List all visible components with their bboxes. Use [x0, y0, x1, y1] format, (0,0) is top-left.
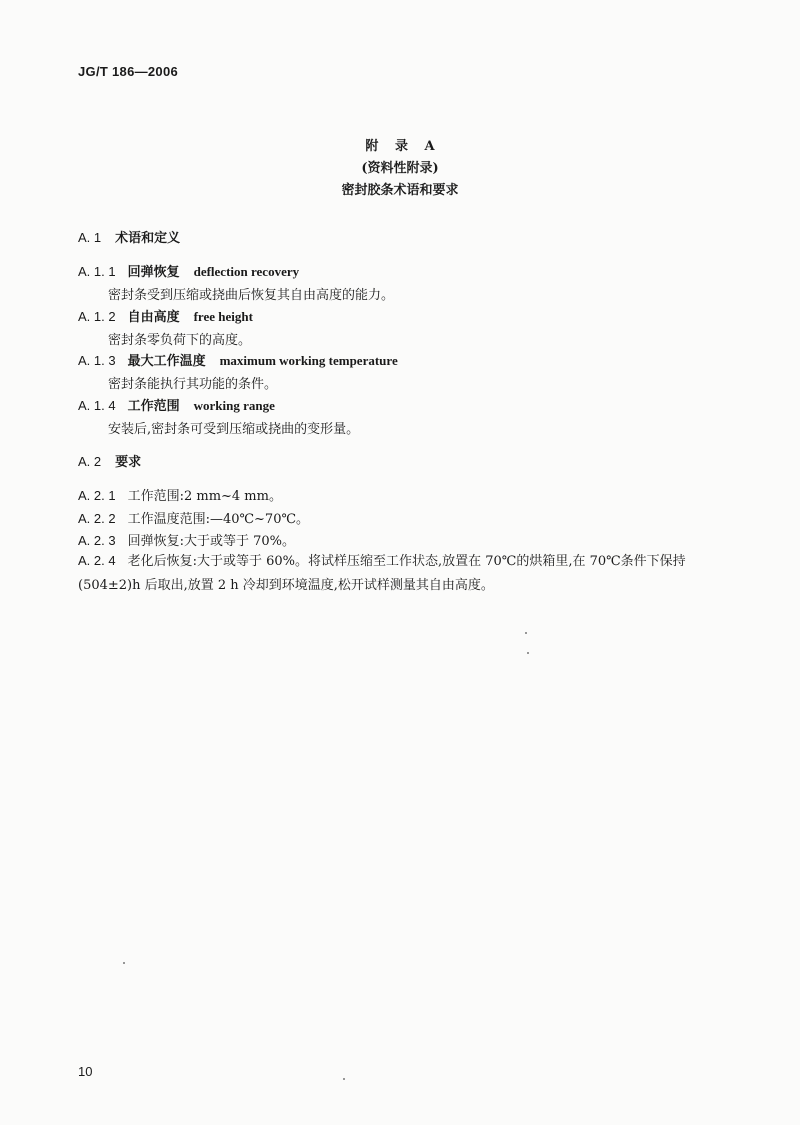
definition-a1-4: 安装后,密封条可受到压缩或挠曲的变形量。 [108, 422, 360, 437]
definition-a1-3: 密封条能执行其功能的条件。 [108, 377, 278, 392]
appendix-subtitle: 密封胶条术语和要求 [341, 183, 459, 198]
appendix-type: (资料性附录) [361, 161, 439, 176]
clause-number: A. 2. 3 [78, 533, 116, 548]
clause-number: A. 1. 4 [78, 398, 116, 413]
term-cn: 最大工作温度 [127, 354, 206, 369]
section-title: 术语和定义 [115, 231, 181, 246]
scan-speck [527, 652, 529, 654]
scan-speck [123, 962, 125, 964]
definition-a1-2: 密封条零负荷下的高度。 [108, 333, 252, 348]
section-a1-heading [78, 227, 180, 246]
clause-number: A. 1. 2 [78, 309, 116, 324]
section-a2-heading [78, 451, 141, 470]
scan-speck [343, 1078, 345, 1080]
requirement-a2-1 [78, 485, 282, 504]
requirement-text: 工作温度范围:—40℃~70℃。 [127, 512, 310, 527]
term-en: maximum working temperature [219, 353, 398, 368]
requirement-text: 工作范围:2 mm~4 mm。 [127, 489, 282, 504]
clause-number: A. 2. 2 [78, 511, 116, 526]
appendix-heading [0, 136, 800, 202]
requirement-text: 回弹恢复:大于或等于 70%。 [127, 534, 295, 549]
clause-number: A. 2. 4 [78, 553, 116, 568]
term-a1-3 [78, 350, 398, 369]
term-cn: 回弹恢复 [127, 265, 180, 280]
requirement-a2-2 [78, 508, 309, 527]
section-number: A. 2 [78, 454, 102, 469]
clause-number: A. 2. 1 [78, 488, 116, 503]
requirement-a2-4 [78, 549, 742, 598]
term-a1-1 [78, 261, 299, 280]
term-en: deflection recovery [193, 264, 300, 279]
appendix-title: 附 录 A [365, 139, 441, 154]
term-en: working range [193, 398, 275, 413]
requirement-a2-3 [78, 530, 295, 549]
term-a1-4 [78, 395, 275, 414]
standard-code: JG/T 186—2006 [78, 64, 179, 79]
requirement-text: 老化后恢复:大于或等于 60%。将试样压缩至工作状态,放置在 70℃的烘箱里,在 70℃条件下保持(504±2)h 后取出,放置 2 h 冷却到环境温度,松开试样测量其自由高度。 [78, 554, 686, 593]
term-cn: 工作范围 [127, 399, 180, 414]
term-cn: 自由高度 [127, 310, 180, 325]
term-en: free height [193, 309, 253, 324]
section-number: A. 1 [78, 230, 102, 245]
section-title: 要求 [115, 455, 142, 470]
scan-speck [525, 632, 527, 634]
page-number: 10 [78, 1064, 93, 1079]
clause-number: A. 1. 1 [78, 264, 116, 279]
clause-number: A. 1. 3 [78, 353, 116, 368]
definition-a1-1: 密封条受到压缩或挠曲后恢复其自由高度的能力。 [108, 288, 395, 303]
term-a1-2 [78, 306, 253, 325]
